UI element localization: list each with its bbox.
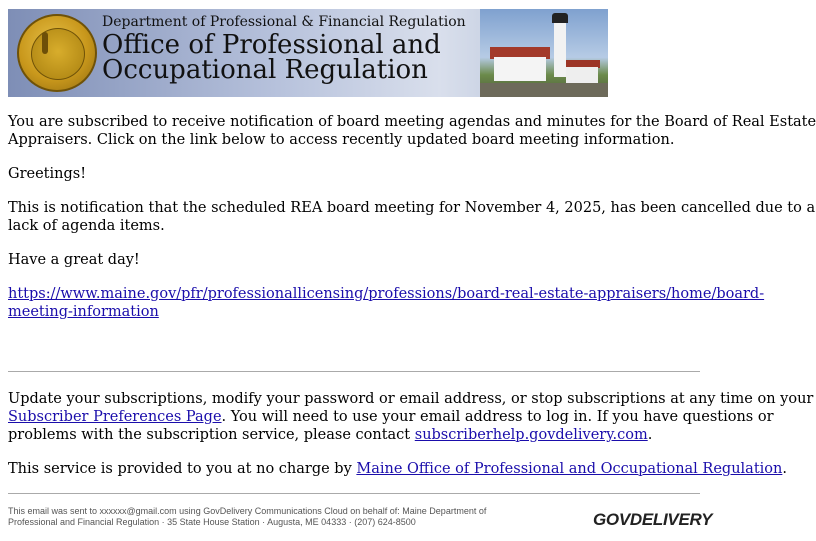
keepers-house <box>494 57 546 81</box>
rocks <box>480 83 608 97</box>
office-title-line2: Occupational Regulation <box>102 55 428 85</box>
subscription-paragraph <box>8 390 813 444</box>
legal-line-2: Professional and Financial Regulation · 35 State House Station · Augusta, ME 04333 · (207) 624-8500 <box>8 517 416 527</box>
service-paragraph <box>8 460 813 478</box>
meeting-info-link[interactable] <box>8 286 764 320</box>
notice-line-1: This is notification that the scheduled REA board meeting for November 4, 2025, has been cancelled due to a <box>8 200 816 216</box>
meeting-link-line-2: meeting-information <box>8 304 159 320</box>
intro-line-2: Appraisers. Click on the link below to access recently updated board meeting information. <box>8 132 675 148</box>
subscriber-help-link[interactable]: subscriberhelp.govdelivery.com <box>414 427 648 443</box>
signoff: Have a great day! <box>8 252 140 268</box>
notice-paragraph <box>8 199 816 235</box>
seal-inner <box>31 28 85 80</box>
divider <box>8 371 700 372</box>
update-line-3-end: . <box>647 427 653 443</box>
legal-line-1: This email was sent to xxxxxx@gmail.com using GovDelivery Communications Cloud on behalf of: Maine Department of <box>8 506 487 516</box>
intro-line-1: You are subscribed to receive notification of board meeting agendas and minutes for the Board of Real Estate <box>8 114 816 130</box>
office-title <box>102 30 441 85</box>
footer-divider <box>8 493 700 494</box>
subscription-footer <box>8 390 813 494</box>
lighthouse-tower <box>554 21 566 77</box>
service-text: This service is provided to you at no charge by <box>8 461 357 477</box>
seal-figure <box>42 32 48 54</box>
email-body <box>8 113 816 337</box>
department-name: Department of Professional & Financial Regulation <box>102 14 466 30</box>
update-line-1: Update your subscriptions, modify your password or email address, or stop subscriptions at any time on your <box>8 391 814 407</box>
service-end: . <box>782 461 787 477</box>
opor-link[interactable]: Maine Office of Professional and Occupational Regulation <box>356 461 783 477</box>
update-line-3: problems with the subscription service, please contact <box>8 427 415 443</box>
lighthouse-image <box>480 9 608 97</box>
notice-line-2: lack of agenda items. <box>8 218 165 234</box>
state-seal-icon <box>17 14 97 92</box>
legal-footer <box>8 506 486 528</box>
subscriber-preferences-link[interactable]: Subscriber Preferences Page <box>8 409 222 425</box>
meeting-link-paragraph <box>8 285 765 321</box>
greeting: Greetings! <box>8 166 87 182</box>
meeting-link-line-1: https://www.maine.gov/pfr/professionallicensing/professions/board-real-estate-appraisers/home/board- <box>8 286 765 302</box>
small-house <box>566 67 598 83</box>
lighthouse-lamp <box>552 13 568 23</box>
office-title-line1: Office of Professional and <box>102 30 441 60</box>
update-line-2: . You will need to use your email address to log in. If you have questions or <box>221 409 774 425</box>
intro-paragraph <box>8 113 816 149</box>
header-banner <box>8 9 608 97</box>
govdelivery-logo: GOVDELIVERY <box>593 510 713 529</box>
